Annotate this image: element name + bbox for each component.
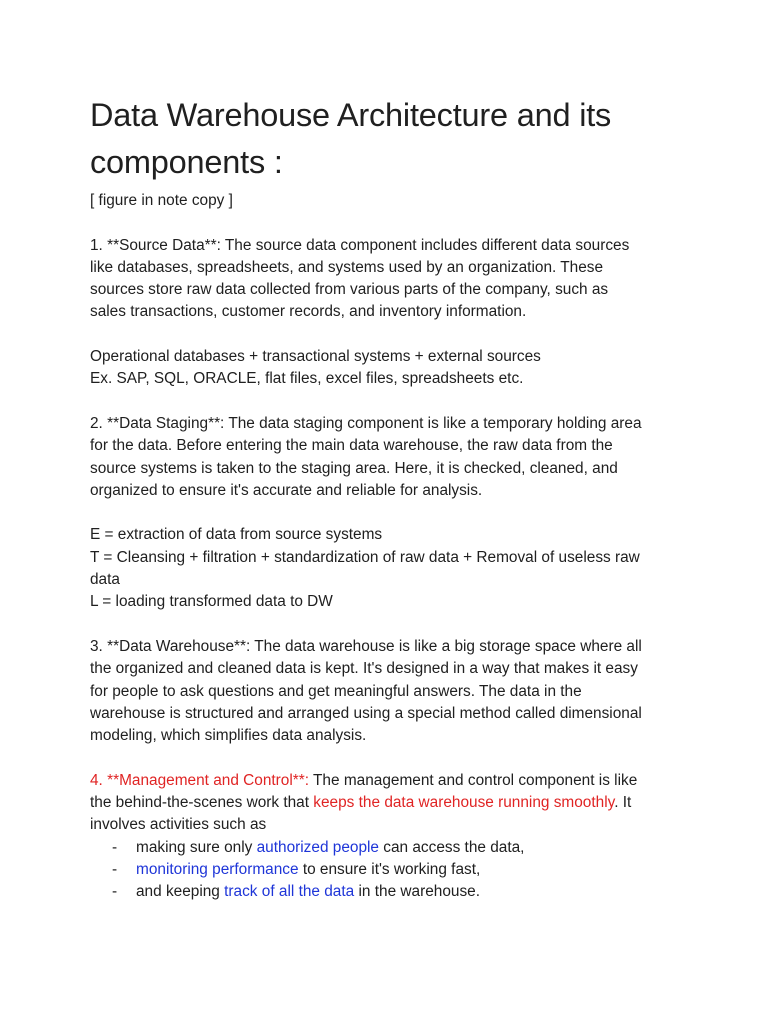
paragraph-line: Ex. SAP, SQL, ORACLE, flat files, excel files, spreadsheets etc. bbox=[90, 370, 524, 388]
activities-list bbox=[90, 837, 690, 904]
title-line-2: components : bbox=[90, 144, 283, 180]
paragraph-line: warehouse is structured and arranged using a special method called dimensional bbox=[90, 704, 642, 722]
paragraph-line: sales transactions, customer records, and inventory information. bbox=[90, 303, 527, 321]
paragraph-line: the organized and cleaned data is kept. It's designed in a way that makes it easy bbox=[90, 660, 638, 678]
highlight-blue: authorized people bbox=[256, 838, 379, 856]
etl-line: data bbox=[90, 571, 120, 589]
title-line-1: Data Warehouse Architecture and its bbox=[90, 97, 612, 133]
spacer bbox=[90, 502, 690, 524]
highlight-blue: track of all the data bbox=[224, 883, 355, 901]
text-run: The management and control component is like bbox=[309, 771, 638, 789]
paragraph-line: 3. **Data Warehouse**: The data warehouse is like a big storage space where all bbox=[90, 637, 642, 655]
text-run: and keeping bbox=[136, 883, 225, 901]
highlight-red: keeps the data warehouse running smoothly bbox=[313, 794, 615, 812]
text-run: making sure only bbox=[136, 838, 257, 856]
paragraph-line: source systems is taken to the staging area. Here, it is checked, cleaned, and bbox=[90, 459, 618, 477]
figure-note: [ figure in note copy ] bbox=[90, 192, 233, 209]
paragraph-line: 1. **Source Data**: The source data component includes different data sources bbox=[90, 236, 630, 254]
text-run: the behind-the-scenes work that bbox=[90, 794, 314, 812]
list-item bbox=[90, 881, 690, 903]
paragraph-line: modeling, which simplifies data analysis. bbox=[90, 727, 367, 745]
text-run: to ensure it's working fast, bbox=[298, 860, 481, 878]
highlight-blue: monitoring performance bbox=[136, 860, 299, 878]
page-title bbox=[90, 92, 690, 186]
paragraph-line bbox=[90, 770, 690, 792]
paragraph-line: for the data. Before entering the main data warehouse, the raw data from the bbox=[90, 437, 613, 455]
spacer bbox=[90, 212, 690, 234]
paragraph-line: organized to ensure it's accurate and reliable for analysis. bbox=[90, 481, 483, 499]
text-run: . It bbox=[614, 794, 632, 812]
paragraph-line: like databases, spreadsheets, and systems used by an organization. These bbox=[90, 258, 604, 276]
text-run: can access the data, bbox=[379, 838, 525, 856]
paragraph-line: 2. **Data Staging**: The data staging component is like a temporary holding area bbox=[90, 414, 642, 432]
etl-definitions bbox=[90, 524, 690, 613]
section-source-data bbox=[90, 235, 690, 324]
list-item bbox=[90, 837, 690, 859]
etl-line: L = loading transformed data to DW bbox=[90, 593, 333, 611]
highlight-red: 4. **Management and Control**: bbox=[90, 771, 310, 789]
dash-bullet: - bbox=[112, 860, 118, 878]
document-page bbox=[90, 92, 690, 904]
spacer bbox=[90, 324, 690, 346]
section-data-warehouse bbox=[90, 636, 690, 747]
spacer bbox=[90, 391, 690, 413]
text-run: in the warehouse. bbox=[354, 883, 480, 901]
spacer bbox=[90, 747, 690, 769]
list-item bbox=[90, 859, 690, 881]
etl-line: E = extraction of data from source systems bbox=[90, 526, 383, 544]
section-data-staging bbox=[90, 413, 690, 502]
source-data-examples bbox=[90, 346, 690, 391]
paragraph-line: sources store raw data collected from various parts of the company, such as bbox=[90, 281, 609, 299]
paragraph-line: Operational databases + transactional systems + external sources bbox=[90, 348, 541, 366]
dash-bullet: - bbox=[112, 838, 118, 856]
paragraph-line: involves activities such as bbox=[90, 816, 267, 834]
paragraph-line: for people to ask questions and get meaningful answers. The data in the bbox=[90, 682, 582, 700]
section-management-control bbox=[90, 770, 690, 904]
etl-line: T = Cleansing + filtration + standardization of raw data + Removal of useless raw bbox=[90, 548, 640, 566]
dash-bullet: - bbox=[112, 883, 118, 901]
paragraph-line bbox=[90, 792, 690, 814]
spacer bbox=[90, 614, 690, 636]
